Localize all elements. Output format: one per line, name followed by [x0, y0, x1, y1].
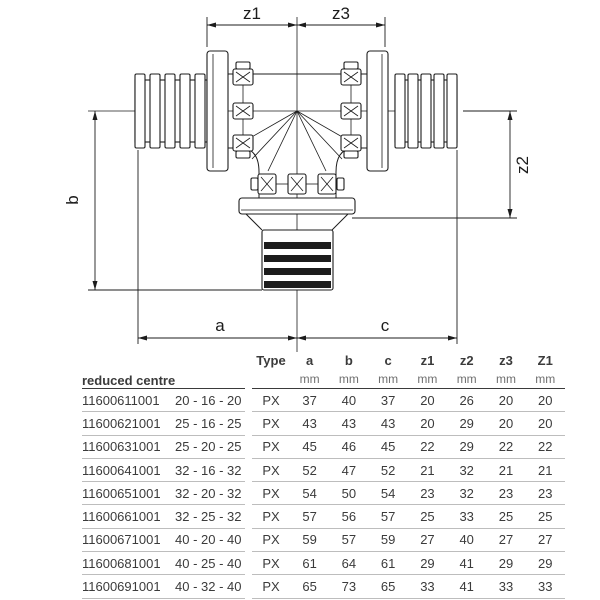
value-b: 40 — [341, 392, 357, 408]
dimension-z1-z3 — [207, 4, 385, 47]
table-row — [82, 436, 565, 459]
dim-label-c: c — [380, 316, 390, 335]
value-z1: 20 — [420, 415, 435, 431]
value-z1: 23 — [420, 485, 435, 501]
size-label: 20 - 16 - 20 — [175, 392, 242, 408]
value-b: 46 — [341, 439, 357, 455]
article-number: 11600621001 — [82, 415, 161, 431]
size-label: 32 - 25 - 32 — [175, 509, 242, 525]
value-c: 57 — [380, 509, 396, 525]
left-pipe-barb — [135, 74, 207, 148]
value-c: 59 — [380, 532, 396, 548]
unit-label: mm — [299, 372, 320, 386]
article-number: 11600651001 — [82, 485, 161, 501]
value-z2: 29 — [459, 415, 474, 431]
type-value: PX — [262, 392, 280, 408]
left-flange — [207, 51, 228, 171]
value-z3: 23 — [498, 485, 514, 501]
type-value: PX — [262, 462, 280, 478]
table-row — [82, 529, 565, 552]
value-z1: 20 — [420, 392, 435, 408]
size-label: 25 - 16 - 25 — [175, 415, 242, 431]
value-z3: 29 — [498, 555, 514, 571]
left-clamp-details — [233, 62, 253, 158]
value-z1: 27 — [420, 532, 435, 548]
branch-barb — [262, 230, 333, 290]
right-pipe-barb — [395, 74, 457, 148]
value-z1: 21 — [420, 462, 435, 478]
col-header-c: c — [384, 353, 392, 368]
size-label: 40 - 32 - 40 — [175, 579, 242, 595]
article-number: 11600631001 — [82, 439, 161, 455]
right-flange — [367, 51, 388, 171]
dim-label-z1: z1 — [243, 4, 261, 23]
size-label: 25 - 20 - 25 — [175, 439, 242, 455]
value-Z1: 22 — [537, 439, 553, 455]
unit-label: mm — [338, 372, 359, 386]
value-z2: 41 — [459, 579, 474, 595]
size-label: 40 - 25 - 40 — [175, 555, 242, 571]
table-row — [82, 389, 565, 412]
right-clamp-details — [341, 62, 361, 158]
value-Z1: 33 — [537, 579, 553, 595]
value-Z1: 25 — [537, 509, 553, 525]
value-z3: 33 — [498, 579, 514, 595]
table-row — [82, 459, 565, 482]
value-z2: 33 — [459, 509, 474, 525]
col-header-z1: z1 — [420, 353, 435, 368]
col-header-a: a — [306, 353, 314, 368]
size-label: 32 - 20 - 32 — [175, 485, 242, 501]
dim-label-a: a — [215, 316, 225, 335]
article-number: 11600641001 — [82, 462, 161, 478]
table-subheader-row — [82, 368, 565, 389]
value-b: 47 — [341, 462, 357, 478]
value-Z1: 20 — [537, 392, 553, 408]
value-a: 45 — [302, 439, 317, 455]
value-c: 52 — [380, 462, 396, 478]
value-a: 61 — [302, 555, 317, 571]
value-Z1: 20 — [537, 415, 553, 431]
value-z3: 21 — [498, 462, 514, 478]
unit-label: mm — [456, 372, 477, 386]
value-z2: 29 — [459, 439, 474, 455]
value-a: 65 — [302, 579, 317, 595]
value-Z1: 29 — [537, 555, 553, 571]
value-z2: 32 — [459, 462, 474, 478]
value-Z1: 23 — [537, 485, 553, 501]
table-row — [82, 505, 565, 528]
branch-clamp-details — [251, 174, 344, 194]
table-row — [82, 412, 565, 435]
value-b: 43 — [341, 415, 357, 431]
article-number: 11600681001 — [82, 555, 161, 571]
value-a: 37 — [302, 392, 317, 408]
table-row — [82, 482, 565, 505]
col-header-type: Type — [256, 353, 286, 368]
value-b: 56 — [341, 509, 357, 525]
size-label: 40 - 20 - 40 — [175, 532, 242, 548]
unit-label: mm — [378, 372, 399, 386]
value-z1: 22 — [420, 439, 435, 455]
col-header-z2: z2 — [459, 353, 474, 368]
value-z2: 41 — [459, 555, 474, 571]
value-b: 50 — [341, 485, 357, 501]
type-value: PX — [262, 579, 280, 595]
dim-label-z2: z2 — [513, 156, 532, 174]
article-number: 11600661001 — [82, 509, 161, 525]
dim-label-z3: z3 — [332, 4, 350, 23]
unit-label: mm — [535, 372, 556, 386]
value-c: 45 — [380, 439, 396, 455]
value-b: 57 — [341, 532, 357, 548]
value-z3: 27 — [498, 532, 514, 548]
unit-label: mm — [417, 372, 438, 386]
article-number: 11600671001 — [82, 532, 161, 548]
col-header-z1-capital: Z1 — [537, 353, 553, 368]
value-z3: 22 — [498, 439, 514, 455]
value-c: 65 — [380, 579, 396, 595]
value-a: 52 — [302, 462, 317, 478]
value-a: 54 — [302, 485, 317, 501]
col-header-b: b — [344, 353, 353, 368]
value-c: 43 — [380, 415, 396, 431]
col-header-z3: z3 — [499, 353, 513, 368]
value-z2: 32 — [459, 485, 474, 501]
value-z1: 25 — [420, 509, 435, 525]
product-table — [82, 352, 565, 599]
value-z3: 20 — [498, 392, 514, 408]
value-c: 37 — [380, 392, 396, 408]
value-Z1: 27 — [537, 532, 553, 548]
value-z3: 20 — [498, 415, 514, 431]
value-b: 64 — [341, 555, 357, 571]
table-row — [82, 575, 565, 598]
value-a: 59 — [302, 532, 317, 548]
value-a: 57 — [302, 509, 317, 525]
reduced-centre-label: reduced centre — [82, 373, 176, 388]
value-z2: 26 — [459, 392, 474, 408]
type-value: PX — [262, 485, 280, 501]
value-Z1: 21 — [537, 462, 553, 478]
value-z3: 25 — [498, 509, 514, 525]
value-z2: 40 — [459, 532, 474, 548]
value-z1: 33 — [420, 579, 435, 595]
type-value: PX — [262, 532, 280, 548]
article-number: 11600691001 — [82, 579, 161, 595]
type-value: PX — [262, 509, 280, 525]
table-row — [82, 552, 565, 575]
value-c: 54 — [380, 485, 396, 501]
table-header-row — [82, 352, 565, 368]
value-b: 73 — [341, 579, 357, 595]
value-z1: 29 — [420, 555, 435, 571]
type-value: PX — [262, 439, 280, 455]
value-c: 61 — [380, 555, 396, 571]
type-value: PX — [262, 555, 280, 571]
table-body — [82, 389, 565, 599]
type-value: PX — [262, 415, 280, 431]
article-number: 11600611001 — [82, 392, 160, 408]
value-a: 43 — [302, 415, 317, 431]
size-label: 32 - 16 - 32 — [175, 462, 242, 478]
dim-label-b: b — [63, 195, 82, 205]
unit-label: mm — [495, 372, 516, 386]
